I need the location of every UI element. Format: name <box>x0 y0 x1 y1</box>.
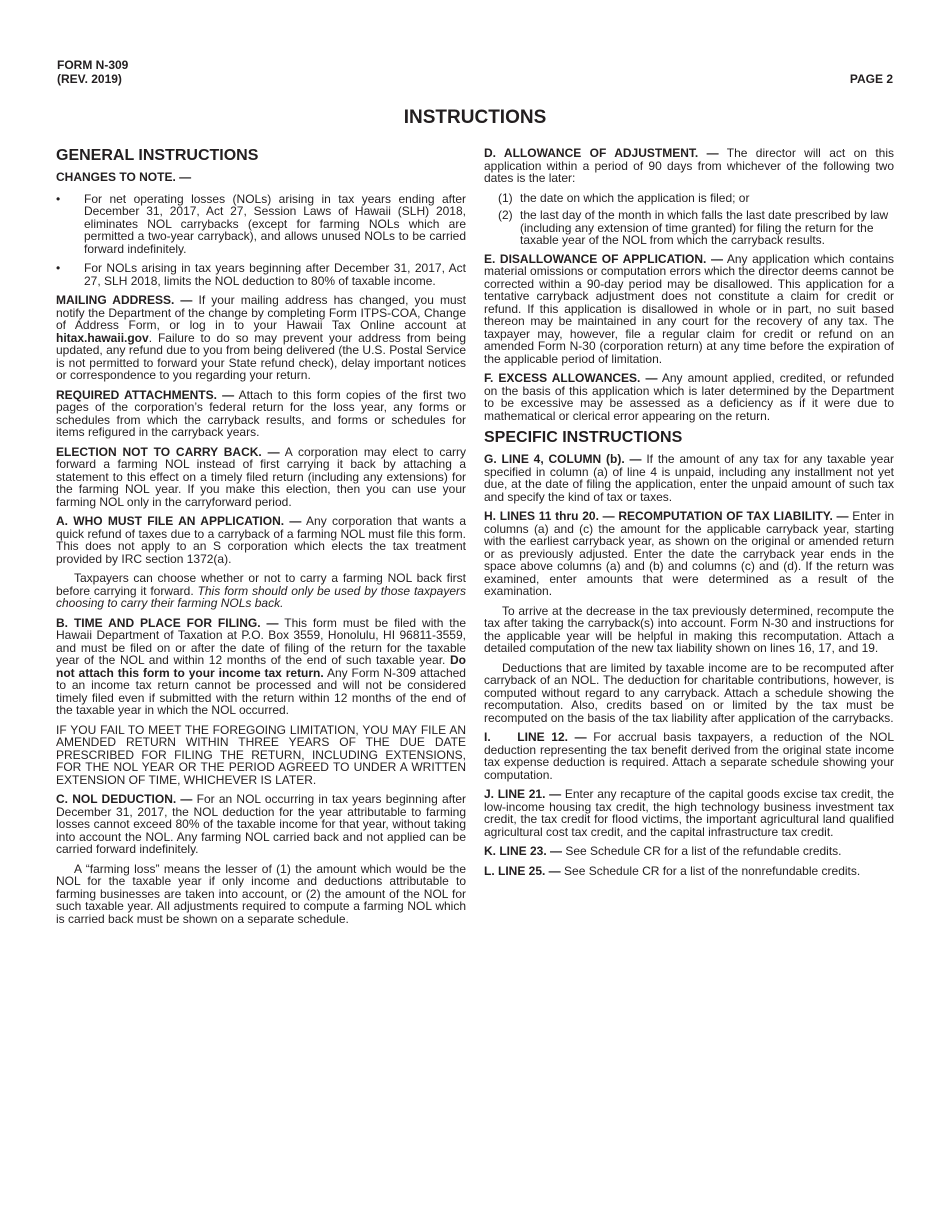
farming-loss-paragraph: A “farming loss” means the lesser of (1) the amount which would be the NOL for the taxable year if only income and deductions attributable to farming businesses are taken into account, or (2) the amount of the NOL for such taxable year. All adjustments required to compute a farming NOL which is carried back must be shown on a separate schedule. <box>56 861 466 926</box>
line23-paragraph: K. LINE 23. — See Schedule CR for a list of the refundable credits. <box>484 844 842 858</box>
allowance-dates-list <box>484 192 894 247</box>
line12-paragraph: I. LINE 12. — For accrual basis taxpayers, a reduction of the NOL deduction representing the tax benefit derived from the original state income tax expense deduction is required. Attach a separate schedule showing your computation. <box>484 730 894 782</box>
required-attachments-paragraph: REQUIRED ATTACHMENTS. — Attach to this form copies of the first two pages of the corporation’s federal return for the loss year, any forms or schedules from which the carryback results, and forms or schedules for items refigured in the carryback years. <box>56 387 466 439</box>
line21-paragraph: J. LINE 21. — Enter any recapture of the capital goods excise tax credit, the low-income housing tax credit, the high technology business investment tax credit, the tax credit for flood victims, the important agricultural land qualified agricultural cost tax credit, and the capital infrastructure tax credit. <box>484 787 894 839</box>
general-instructions-heading: GENERAL INSTRUCTIONS <box>56 147 259 164</box>
paragraph-label: D. ALLOWANCE OF ADJUSTMENT. — <box>484 146 719 160</box>
time-place-paragraph: B. TIME AND PLACE FOR FILING. — This form must be filed with the Hawaii Department of Taxation at P.O. Box 3559, Honolulu, HI 96811-3559, and must be filed on or after the date of filing of the return for the taxable year of the NOL and within 12 months of the end of such taxable year. Do not attach this form to your income tax return. Any Form N-309 attached to an income tax return cannot be processed and will not be considered timely filed even if submitted with the return within 12 months of the end of the taxable year in which the NOL occurred. <box>56 615 466 717</box>
nol-deduction-paragraph: C. NOL DEDUCTION. — For an NOL occurring in tax years beginning after December 31, 2017, the NOL deduction for the year attributable to farming losses cannot exceed 80% of the taxable income for that year, without taking into account the NOL. Any farming NOL carried back and not applied can be carried forward indefinitely. <box>56 792 467 856</box>
paragraph-label: ELECTION NOT TO CARRY BACK. — <box>56 444 280 459</box>
form-revision: (REV. 2019) <box>57 72 122 86</box>
line25-paragraph: L. LINE 25. — See Schedule CR for a list of the nonrefundable credits. <box>484 863 861 878</box>
disallowance-paragraph: E. DISALLOWANCE OF APPLICATION. — Any application which contains material omissions or computation errors which the director deems cannot be corrected within a 90-day period may be disallowed. This application for a tentative carryback adjustment does not constitute a claim for credit or refund. If this application is disallowed in whole or in part, no suit based thereon may be maintained in any court for the recovery of any tax. The taxpayer may, however, file a regular claim for credit or refund on an amended Form N-30 (corporation return) at any time before the expiration of the applicable period of limitation. <box>484 251 894 366</box>
list-item: • For net operating losses (NOLs) arising in tax years ending after December 31, 2017, Act 27, Session Laws of Hawaii (SLH) 2018, eliminates NOL carrybacks (except for farming NOLs which are permitted a two-year carryback), and allows unused NOLs to be carried forward indefinitely. <box>56 193 466 256</box>
page-title: INSTRUCTIONS <box>403 107 547 128</box>
paragraph-label: F. EXCESS ALLOWANCES. — <box>484 371 658 385</box>
mailing-address-paragraph: MAILING ADDRESS. — If your mailing address has changed, you must notify the Department of the change by completing Form ITPS-COA, Change of Address Form, or log in to your Hawaii Tax Online account at hitax.hawaii.gov. Failure to do so may prevent your address from being updated, any refund due to you from being delivered (the U.S. Postal Service is not permitted to forward your State refund check), delay important notices or correspondence to you regarding your return. <box>56 293 466 382</box>
paragraph-label: J. LINE 21. — <box>484 787 562 801</box>
paragraph-label: H. LINES 11 thru 20. — RECOMPUTATION OF TAX LIABILITY. — <box>484 509 849 523</box>
paragraph-label: REQUIRED ATTACHMENTS. — <box>56 387 235 402</box>
who-must-file-paragraph: A. WHO MUST FILE AN APPLICATION. — Any corporation that wants a quick refund of taxes due to a carryback of a farming NOL must file this form. This does not apply to an S corporation which elects the tax treatment provided by IRC section 1372(a). <box>56 514 466 566</box>
list-item: (2) the last day of the month in which falls the last date prescribed by law (including any extension of time granted) for filing the return for the taxable year of the NOL from which the carryback results. <box>498 208 889 247</box>
changes-list <box>56 193 466 288</box>
line4-paragraph: G. LINE 4, COLUMN (b). — If the amount of any tax for any taxable year specified in column (a) of line 4 is unpaid, including any installment not yet due, at the date of filing the application, enter the unpaid amount of such tax and specify the kind of tax or taxes. <box>484 452 895 504</box>
right-column <box>484 147 894 884</box>
paragraph-label: L. LINE 25. — <box>484 863 561 878</box>
paragraph-label: B. TIME AND PLACE FOR FILING. — <box>56 615 279 630</box>
list-item: • For NOLs arising in tax years beginning after December 31, 2017, Act 27, SLH 2018, limits the NOL deduction to 80% of taxable income. <box>56 262 466 287</box>
paragraph-label: K. LINE 23. — <box>484 844 563 858</box>
recompute-paragraph: To arrive at the decrease in the tax previously determined, recompute the tax after taking the carryback(s) into account. Form N-30 and instructions for the applicable year will be helpful in making this recomputation. Attach a detailed computation of the new tax liability shown on lines 16, 17, and 19. <box>484 603 894 655</box>
paragraph-label: G. LINE 4, COLUMN (b). — <box>484 452 642 466</box>
allowance-paragraph: D. ALLOWANCE OF ADJUSTMENT. — The director will act on this application within a period of 90 days from whichever of the following two dates is the later: <box>484 146 894 185</box>
paragraph-label: A. WHO MUST FILE AN APPLICATION. — <box>56 514 302 528</box>
paragraph-label: I. LINE 12. — <box>484 730 587 744</box>
form-identifier <box>57 58 128 86</box>
website-link[interactable]: hitax.hawaii.gov <box>56 330 149 345</box>
left-column <box>56 147 466 932</box>
paragraph-label: C. NOL DEDUCTION. — <box>56 792 193 806</box>
paragraph-label: E. DISALLOWANCE OF APPLICATION. — <box>484 251 723 266</box>
changes-heading: CHANGES TO NOTE. — <box>56 170 192 184</box>
paragraph-label: MAILING ADDRESS. — <box>56 293 193 307</box>
lines11-20-paragraph: H. LINES 11 thru 20. — RECOMPUTATION OF TAX LIABILITY. — Enter in columns (a) and (c) the amount for the applicable carryback year, starting with the earliest carryback year, as shown on the original or amended return or as previously adjusted. Enter the date the carryback year ends in the space above columns (a) and (b) and columns (c) and (d). If the return was examined, enter amounts that were determined as a result of the examination. <box>484 509 894 598</box>
specific-instructions-heading: SPECIFIC INSTRUCTIONS <box>484 429 683 446</box>
limitation-notice: IF YOU FAIL TO MEET THE FOREGOING LIMITATION, YOU MAY FILE AN AMENDED RETURN WITHIN THREE YEARS OF THE DUE DATE PRESCRIBED FOR FILING THE RETURN, INCLUDING EXTENSIONS, FOR THE NOL YEAR OR THE PERIOD AGREED TO UNDER A WRITTEN EXTENSION OF TIME, WHICHEVER IS LATER. <box>56 722 466 787</box>
form-number: FORM N-309 <box>57 58 129 72</box>
election-paragraph: ELECTION NOT TO CARRY BACK. — A corporation may elect to carry forward a farming NOL instead of first carrying it back by attaching a statement to this effect on a timely filed return (including any extensions) for the farming NOL year. If you make this election, then you can use your farming NOL only in the carryforward period. <box>56 444 466 509</box>
list-item: (1) the date on which the application is filed; or <box>498 190 750 205</box>
deductions-paragraph: Deductions that are limited by taxable income are to be recomputed after carryback of an NOL. The deduction for charitable contributions, however, is computed without regard to any carryback. Attach a schedule showing the recomputation. Also, credits based on or limited by the tax must be recomputed on the basis of the tax liability after application of the carrybacks. <box>484 660 894 725</box>
excess-allowances-paragraph: F. EXCESS ALLOWANCES. — Any amount applied, credited, or refunded on the basis of this application which is later determined by the Department to be excessive may be assessed as a deficiency as if it were due to mathematical or clerical error appearing on the return. <box>484 371 894 423</box>
taxpayers-choice-paragraph: Taxpayers can choose whether or not to carry a farming NOL back first before carrying it forward. This form should only be used by those taxpayers choosing to carry their farming NOLs back. <box>56 571 466 610</box>
page-number: PAGE 2 <box>849 72 893 86</box>
